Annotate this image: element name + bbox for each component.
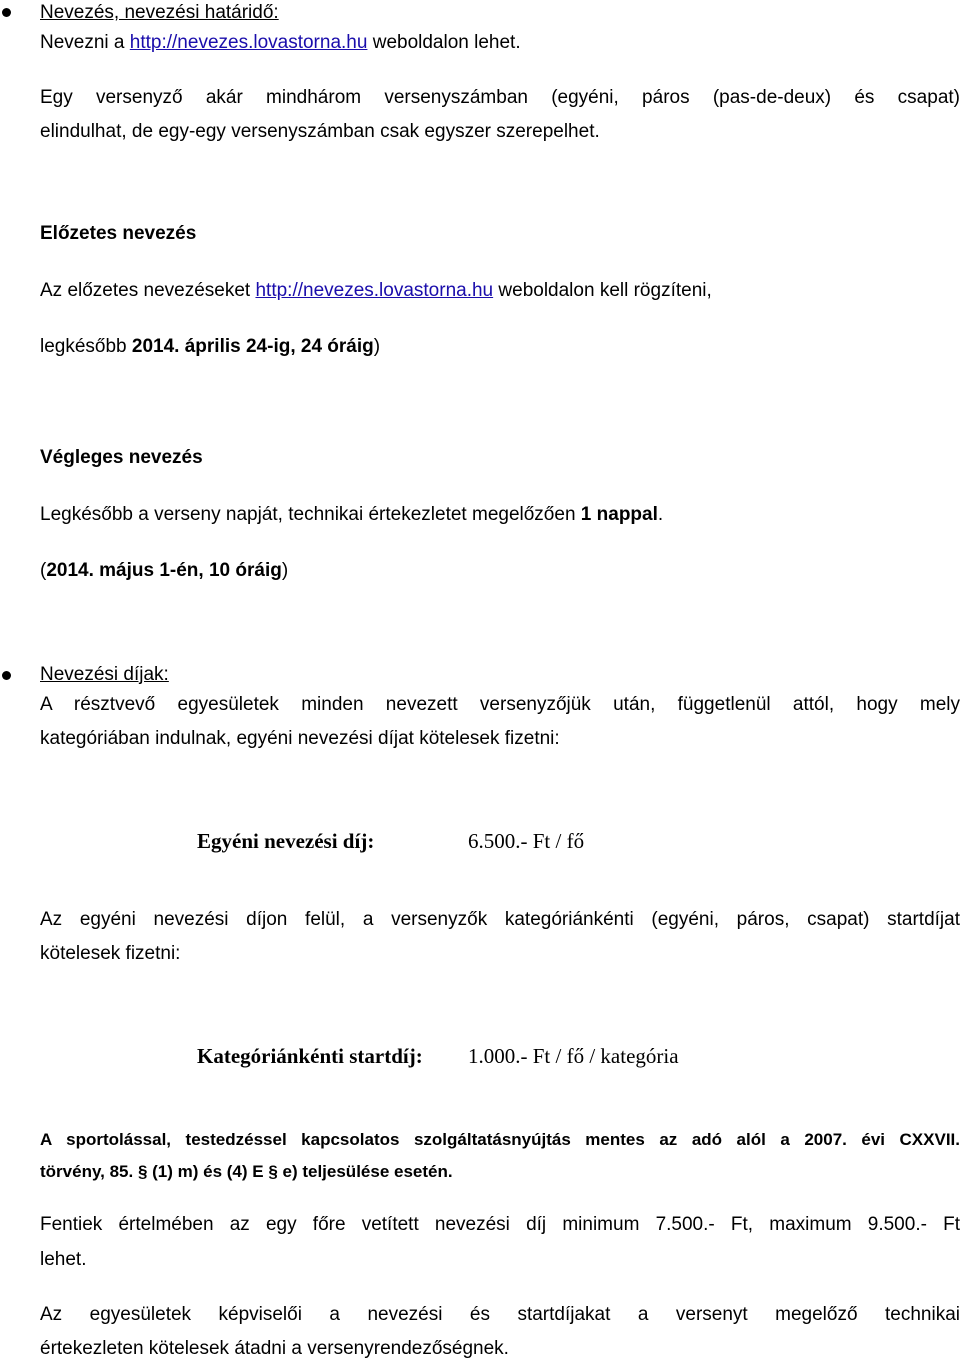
final-deadline-prefix: (	[40, 560, 47, 581]
bullet-icon	[2, 671, 11, 680]
fees-heading-line	[40, 663, 960, 687]
entry-line-suffix: weboldalon lehet.	[367, 32, 521, 53]
final-line-2	[40, 559, 960, 583]
final-heading: Végleges nevezés	[40, 447, 203, 468]
preliminary-link[interactable]: http://nevezes.lovastorna.hu	[255, 280, 494, 301]
final-line1-suffix: .	[657, 504, 664, 525]
final-line-1	[40, 503, 960, 527]
section-heading-entry	[40, 1, 960, 25]
tax-exemption-line-1: A sportolással, testedzéssel kapcsolatos szolgáltatásnyújtás mentes az adó alól a 2007. évi CXXVII.	[40, 1130, 960, 1149]
preliminary-line-1	[40, 279, 960, 303]
entry-paragraph-line-1: Egy versenyző akár mindhárom versenyszámban (egyéni, páros (pas-de-deux) és csapat)	[40, 87, 960, 108]
preliminary-line-2	[40, 335, 960, 359]
fees-paragraph-line-2: kategóriában indulnak, egyéni nevezési díjat kötelesek fizetni:	[40, 728, 560, 749]
preliminary-suffix: weboldalon kell rögzíteni,	[493, 280, 712, 301]
individual-fee-label: Egyéni nevezési díj:	[197, 829, 375, 853]
entry-link[interactable]: http://nevezes.lovastorna.hu	[129, 32, 368, 53]
fees-paragraph2-line-1: Az egyéni nevezési díjon felül, a versenyzők kategóriánkénti (egyéni, páros, csapat) startdíjat	[40, 909, 960, 930]
entry-line-prefix: Nevezni a	[40, 32, 130, 53]
delivery-line-1: Az egyesületek képviselői a nevezési és startdíjakat a versenyt megelőző technikai	[40, 1304, 960, 1325]
preliminary-heading: Előzetes nevezés	[40, 223, 197, 244]
delivery-line-2: értekezleten kötelesek átadni a versenyrendezőségnek.	[40, 1338, 509, 1359]
entry-line	[40, 31, 960, 55]
preliminary-deadline-suffix: )	[373, 336, 381, 357]
preliminary-deadline-prefix: legkésőbb	[40, 336, 132, 357]
final-line1-bold: 1 nappal	[580, 504, 658, 525]
individual-fee-value: 6.500.- Ft / fő	[468, 829, 585, 853]
final-line1-prefix: Legkésőbb a verseny napját, technikai értekezletet megelőzően	[40, 504, 581, 525]
category-fee-label: Kategóriánkénti startdíj:	[197, 1044, 423, 1068]
fees-heading: Nevezési díjak:	[40, 664, 169, 685]
bullet-icon	[2, 8, 11, 17]
preliminary-deadline: 2014. április 24-ig, 24 óráig	[131, 336, 374, 357]
fees-paragraph-line-1: A résztvevő egyesületek minden nevezett versenyzőjük után, függetlenül attól, hogy mely	[40, 694, 960, 715]
category-fee-value: 1.000.- Ft / fő / kategória	[468, 1044, 679, 1068]
summary-line-1: Fentiek értelmében az egy főre vetített nevezési díj minimum 7.500.- Ft, maximum 9.500.- Ft	[40, 1214, 960, 1235]
fees-paragraph2-line-2: kötelesek fizetni:	[40, 943, 181, 964]
entry-heading: Nevezés, nevezési határidő:	[40, 2, 279, 23]
entry-paragraph-line-2: elindulhat, de egy-egy versenyszámban csak egyszer szerepelhet.	[40, 121, 600, 142]
tax-exemption-line-2: törvény, 85. § (1) m) és (4) E § e) teljesülése esetén.	[40, 1162, 453, 1181]
final-deadline: 2014. május 1-én, 10 óráig	[46, 560, 282, 581]
final-deadline-suffix: )	[281, 560, 289, 581]
preliminary-prefix: Az előzetes nevezéseket	[40, 280, 256, 301]
summary-line-2: lehet.	[40, 1249, 87, 1270]
